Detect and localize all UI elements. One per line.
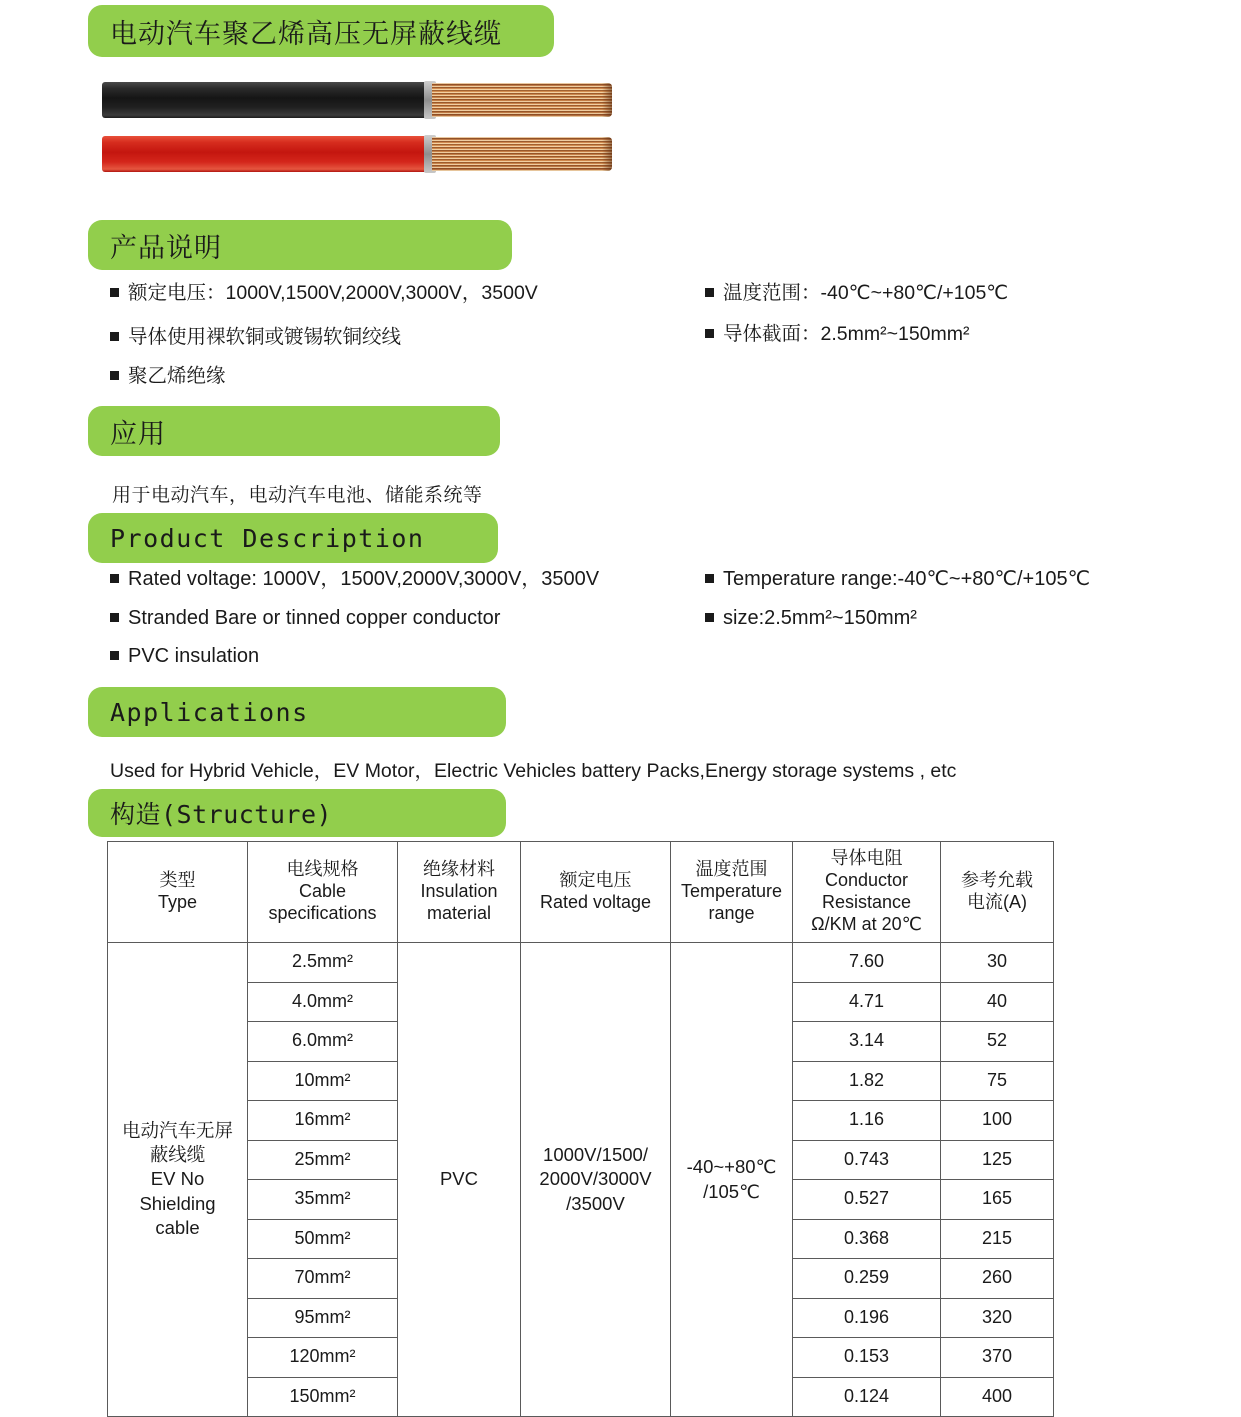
product-description-en-banner <box>88 513 498 563</box>
header-spec-en1: Cable <box>298 881 347 902</box>
square-bullet-icon <box>110 371 119 380</box>
square-bullet-icon <box>110 288 119 297</box>
cell-cable-spec: 50mm² <box>248 1219 398 1259</box>
header-temp-en2: range <box>708 902 755 923</box>
feature-cn-conductor-size-text: 导体截面：2.5mm²~150mm² <box>723 323 970 345</box>
header-spec-cn: 电线规格 <box>286 859 359 880</box>
cell-resistance: 0.124 <box>793 1377 941 1417</box>
table-header-insulation-material <box>398 842 521 943</box>
header-resistance-unit: Ω/KM at 20℃ <box>811 913 922 934</box>
cell-cable-spec: 70mm² <box>248 1259 398 1299</box>
application-en-banner-label: Applications <box>110 697 309 727</box>
feature-cn-conductor-size <box>705 322 970 346</box>
header-resistance-en1: Conductor <box>824 870 909 891</box>
table-header-row <box>108 842 1054 943</box>
cell-cable-spec: 16mm² <box>248 1101 398 1141</box>
header-resistance-en2: Resistance <box>821 892 912 912</box>
square-bullet-icon <box>110 651 119 660</box>
square-bullet-icon <box>110 574 119 583</box>
header-temp-cn: 温度范围 <box>695 859 768 880</box>
table-header-rated-voltage <box>521 842 671 943</box>
cell-resistance: 4.71 <box>793 982 941 1022</box>
product-description-en-banner-label: Product Description <box>110 523 425 553</box>
cell-temperature-merged <box>671 943 793 1417</box>
cell-resistance: 0.259 <box>793 1259 941 1299</box>
header-insulation-cn: 绝缘材料 <box>423 859 495 880</box>
cell-current: 125 <box>941 1140 1054 1180</box>
square-bullet-icon <box>705 329 714 338</box>
temperature-line2: /105℃ <box>703 1180 760 1202</box>
product-photo <box>88 62 623 207</box>
feature-en-conductor <box>110 606 500 631</box>
product-description-cn-banner <box>88 220 512 270</box>
cell-resistance: 0.153 <box>793 1338 941 1378</box>
header-voltage-en: Rated voltage <box>539 892 652 912</box>
type-cn-line2: 蔽线缆 <box>149 1144 206 1166</box>
cell-resistance: 0.743 <box>793 1140 941 1180</box>
table-header-type <box>108 842 248 943</box>
cell-cable-spec: 35mm² <box>248 1180 398 1220</box>
square-bullet-icon <box>705 613 714 622</box>
table-header-reference-current <box>941 842 1054 943</box>
cell-insulation-merged: PVC <box>398 943 521 1417</box>
square-bullet-icon <box>705 574 714 583</box>
voltage-line3: /3500V <box>566 1192 625 1214</box>
cell-resistance: 1.16 <box>793 1101 941 1141</box>
feature-en-temperature-range-text: Temperature range:-40℃~+80℃/+105℃ <box>723 568 1091 590</box>
header-insulation-en2: material <box>426 902 492 923</box>
table-header-conductor-resistance <box>793 842 941 943</box>
cell-resistance: 0.368 <box>793 1219 941 1259</box>
header-type-en: Type <box>157 892 198 912</box>
square-bullet-icon <box>705 288 714 297</box>
cell-cable-spec: 6.0mm² <box>248 1022 398 1062</box>
square-bullet-icon <box>110 332 119 341</box>
cell-current: 40 <box>941 982 1054 1022</box>
feature-cn-temperature-range-text: 温度范围：-40℃~+80℃/+105℃ <box>723 282 1009 304</box>
cell-resistance: 3.14 <box>793 1022 941 1062</box>
square-bullet-icon <box>110 613 119 622</box>
cell-resistance: 0.527 <box>793 1180 941 1220</box>
cell-cable-spec: 25mm² <box>248 1140 398 1180</box>
header-temp-en1: Temperature <box>680 881 783 902</box>
title-banner <box>88 5 554 57</box>
application-cn-text: 用于电动汽车，电动汽车电池、储能系统等 <box>112 484 483 506</box>
application-cn-banner-label: 应用 <box>110 418 166 450</box>
header-spec-en2: specifications <box>268 902 377 923</box>
cell-resistance: 1.82 <box>793 1061 941 1101</box>
feature-en-size-text: size:2.5mm²~150mm² <box>723 607 917 629</box>
feature-cn-conductor-text: 导体使用裸软铜或镀锡软铜绞线 <box>128 326 402 348</box>
feature-en-rated-voltage-text: Rated voltage: 1000V，1500V,2000V,3000V，3500V <box>128 568 600 590</box>
type-en-line3: cable <box>155 1216 200 1238</box>
title-banner-label: 电动汽车聚乙烯高压无屏蔽线缆 <box>110 18 502 50</box>
table-header-cable-specifications <box>248 842 398 943</box>
cell-current: 400 <box>941 1377 1054 1417</box>
cell-cable-spec: 95mm² <box>248 1298 398 1338</box>
red-cable-jacket <box>102 136 432 172</box>
black-cable-copper-strands <box>432 83 612 117</box>
header-type-cn: 类型 <box>159 870 196 891</box>
feature-en-rated-voltage <box>110 567 599 592</box>
header-current-cn2: 电流(A) <box>967 892 1027 912</box>
feature-en-insulation <box>110 644 259 669</box>
feature-cn-conductor <box>110 325 401 349</box>
cell-cable-spec: 120mm² <box>248 1338 398 1378</box>
cell-current: 30 <box>941 943 1054 983</box>
cell-current: 215 <box>941 1219 1054 1259</box>
header-current-cn1: 参考允载 <box>961 870 1033 891</box>
header-insulation-en1: Insulation <box>420 881 498 902</box>
application-en-banner <box>88 687 506 737</box>
table-header-temperature-range <box>671 842 793 943</box>
feature-cn-insulation <box>110 364 226 388</box>
cell-current: 100 <box>941 1101 1054 1141</box>
feature-cn-temperature-range <box>705 281 1008 305</box>
cell-current: 370 <box>941 1338 1054 1378</box>
feature-en-size <box>705 606 917 631</box>
cell-current: 320 <box>941 1298 1054 1338</box>
cell-current: 52 <box>941 1022 1054 1062</box>
voltage-line1: 1000V/1500/ <box>543 1144 648 1166</box>
header-resistance-cn: 导体电阻 <box>830 848 903 869</box>
table-row <box>108 943 1054 983</box>
application-cn-banner <box>88 406 500 456</box>
type-en-line1: EV No <box>150 1168 205 1190</box>
cell-current: 75 <box>941 1061 1054 1101</box>
cell-cable-spec: 2.5mm² <box>248 943 398 983</box>
red-cable-copper-strands <box>432 137 612 171</box>
cell-cable-spec: 10mm² <box>248 1061 398 1101</box>
cell-resistance: 0.196 <box>793 1298 941 1338</box>
structure-table <box>107 841 1054 1417</box>
table-body <box>108 943 1054 1417</box>
cell-type-merged <box>108 943 248 1417</box>
header-voltage-cn: 额定电压 <box>559 870 632 891</box>
cell-cable-spec: 150mm² <box>248 1377 398 1417</box>
feature-en-conductor-text: Stranded Bare or tinned copper conductor <box>128 607 501 629</box>
product-description-cn-banner-label: 产品说明 <box>110 232 222 264</box>
temperature-line1: -40~+80℃ <box>686 1156 777 1178</box>
application-en-text: Used for Hybrid Vehicle，EV Motor，Electric Vehicles battery Packs,Energy storage systems , etc <box>110 760 957 782</box>
feature-cn-rated-voltage-text: 额定电压：1000V,1500V,2000V,3000V，3500V <box>128 282 538 304</box>
cell-cable-spec: 4.0mm² <box>248 982 398 1022</box>
feature-cn-rated-voltage <box>110 281 538 305</box>
feature-en-temperature-range <box>705 567 1090 592</box>
cell-current: 165 <box>941 1180 1054 1220</box>
type-en-line2: Shielding <box>139 1192 216 1214</box>
cell-current: 260 <box>941 1259 1054 1299</box>
black-cable-jacket <box>102 82 432 118</box>
structure-banner-label: 构造(Structure) <box>110 800 333 829</box>
feature-en-insulation-text: PVC insulation <box>128 645 260 667</box>
feature-cn-insulation-text: 聚乙烯绝缘 <box>128 365 226 387</box>
structure-banner <box>88 789 506 837</box>
type-cn-line1: 电动汽车无屏 <box>121 1120 233 1142</box>
voltage-line2: 2000V/3000V <box>539 1168 652 1190</box>
cell-resistance: 7.60 <box>793 943 941 983</box>
cell-voltage-merged <box>521 943 671 1417</box>
